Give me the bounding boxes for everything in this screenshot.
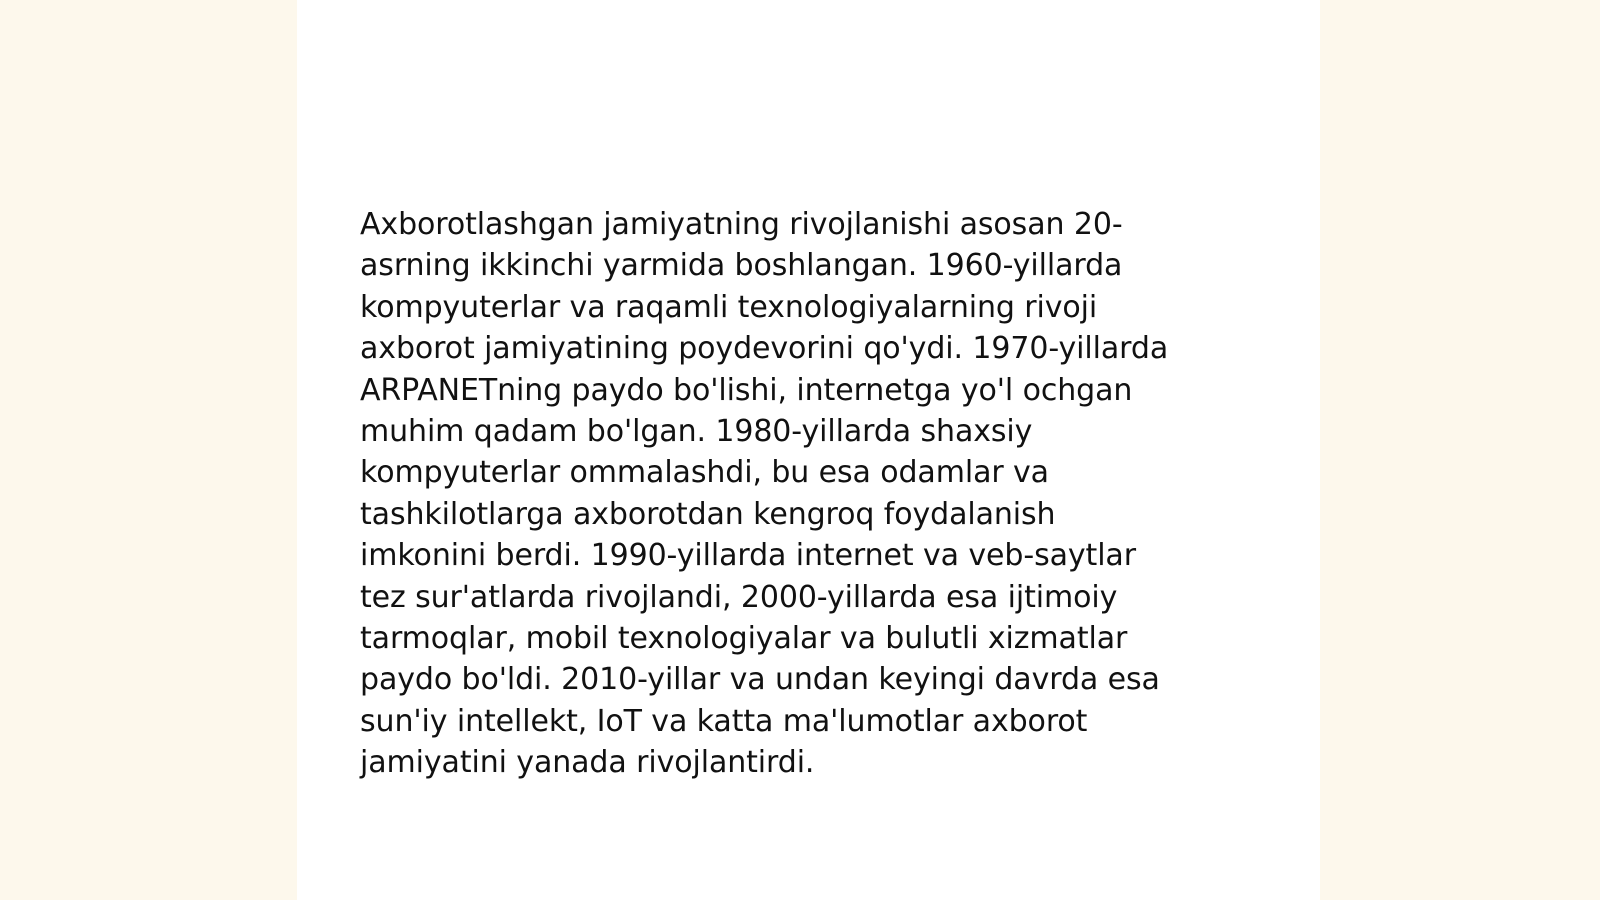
paragraph-line: paydo bo'ldi. 2010-yillar va undan keyingi davrda esa xyxy=(360,662,1160,698)
paragraph-line: tarmoqlar, mobil texnologiyalar va bulutli xizmatlar xyxy=(360,621,1128,657)
body-paragraph xyxy=(360,204,1260,784)
paragraph-line: kompyuterlar ommalashdi, bu esa odamlar va xyxy=(360,455,1049,491)
paragraph-line: kompyuterlar va raqamli texnologiyalarning rivoji xyxy=(360,289,1098,325)
paragraph-line: jamiyatini yanada rivojlantirdi. xyxy=(360,745,815,781)
paragraph-line: Axborotlashgan jamiyatning rivojlanishi asosan 20- xyxy=(360,207,1123,242)
document-page xyxy=(297,0,1320,900)
paragraph-line: muhim qadam bo'lgan. 1980-yillarda shaxsiy xyxy=(360,414,1033,450)
paragraph-line: tez sur'atlarda rivojlandi, 2000-yillarda esa ijtimoiy xyxy=(360,579,1118,615)
paragraph-line: ARPANETning paydo bo'lishi, internetga yo'l ochgan xyxy=(360,372,1133,408)
paragraph-line: asrning ikkinchi yarmida boshlangan. 1960-yillarda xyxy=(360,248,1123,284)
paragraph-line: axborot jamiyatining poydevorini qo'ydi. 1970-yillarda xyxy=(360,331,1169,367)
paragraph-line: imkonini berdi. 1990-yillarda internet va veb-saytlar xyxy=(360,538,1136,574)
paragraph-line: sun'iy intellekt, IoT va katta ma'lumotlar axborot xyxy=(360,703,1088,739)
paragraph-line: tashkilotlarga axborotdan kengroq foydalanish xyxy=(360,496,1056,532)
